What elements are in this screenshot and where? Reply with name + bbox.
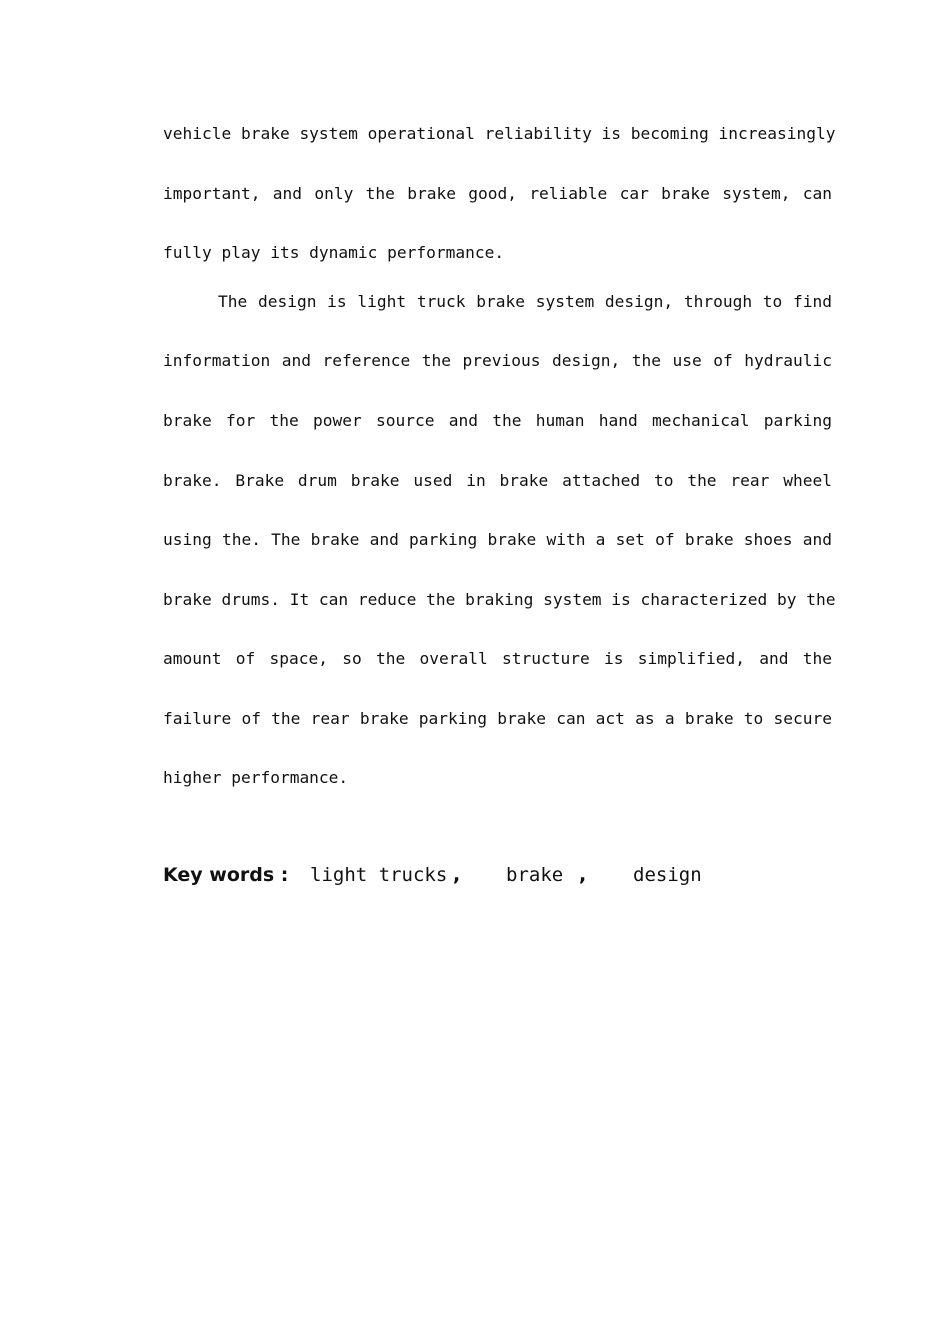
keyword-item: light trucks <box>310 864 448 886</box>
paragraph-line: fully play its dynamic performance. <box>163 243 505 262</box>
paragraph-line: vehicle brake system operational reliability is becoming increasingly <box>163 124 836 143</box>
keyword-separator: , <box>579 864 587 886</box>
paragraph-line: brake for the power source and the human hand mechanical parking <box>163 411 832 430</box>
keyword-item: brake <box>506 864 564 886</box>
paragraph-line: The design is light truck brake system design, through to find <box>218 292 832 311</box>
paragraph-line: using the. The brake and parking brake with a set of brake shoes and <box>163 530 832 549</box>
keyword-separator: , <box>453 864 461 886</box>
paragraph-line: amount of space, so the overall structure is simplified, and the <box>163 649 832 668</box>
paragraph-line: failure of the rear brake parking brake can act as a brake to secure <box>163 709 832 728</box>
keyword-item: design <box>633 864 702 886</box>
paragraph-line: important, and only the brake good, reliable car brake system, can <box>163 184 832 203</box>
keywords-row <box>163 860 803 890</box>
paragraph-line: information and reference the previous design, the use of hydraulic <box>163 351 832 370</box>
paragraph-line: brake drums. It can reduce the braking system is characterized by the <box>163 590 836 609</box>
paragraph-line: brake. Brake drum brake used in brake attached to the rear wheel <box>163 471 832 490</box>
keywords-label: Key words : <box>163 864 289 886</box>
paragraph-line: higher performance. <box>163 768 349 787</box>
